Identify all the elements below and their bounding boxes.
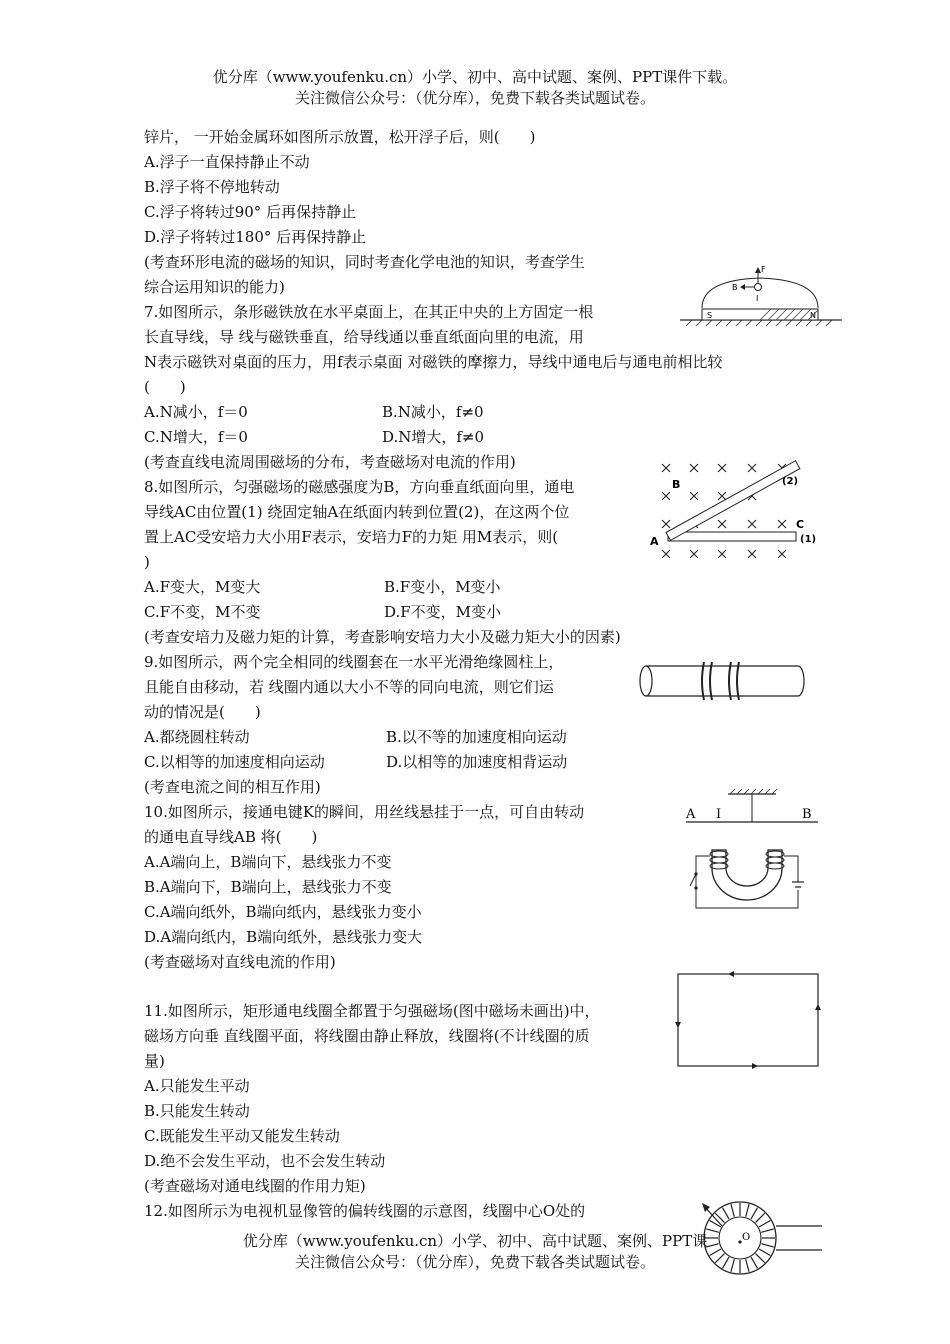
q9-line-1: 9.如图所示，两个完全相同的线圈套在一水平光滑绝缘圆柱上， bbox=[144, 653, 564, 671]
q9-option-d: D.以相等的加速度相背运动 bbox=[386, 753, 568, 771]
q10-circuit-figure bbox=[682, 784, 822, 912]
q8-option-d: D.F不变，M变小 bbox=[384, 603, 502, 621]
q7-line-2: 长直导线，导 线与磁铁垂直，给导线通以垂直纸面向里的电流，用 bbox=[144, 328, 584, 346]
q12-line-1: 12.如图所示为电视机显像管的偏转线圈的示意图，线圈中心O处的 bbox=[144, 1202, 586, 1220]
q7-line-3: N表示磁铁对桌面的压力，用f表示桌面 对磁铁的摩擦力，导线中通电后与通电前相比较 bbox=[144, 353, 723, 371]
q7-option-c: C.N增大，f＝0 bbox=[144, 428, 248, 446]
q6-option-b: B.浮子将不停地转动 bbox=[144, 178, 280, 196]
q10-label-b: B bbox=[802, 807, 812, 822]
q8-label-c: C bbox=[796, 518, 805, 531]
q7-line-4: ( ) bbox=[144, 378, 186, 396]
q9-option-c: C.以相等的加速度相向运动 bbox=[144, 753, 325, 771]
q11-rectangular-coil-figure bbox=[672, 968, 826, 1072]
q6-stem: 锌片， 一开始金属环如图所示放置，松开浮子后，则( ) bbox=[144, 128, 536, 146]
q7-option-d: D.N增大，f≠0 bbox=[382, 428, 485, 446]
q8-label-1: (1) bbox=[800, 534, 817, 545]
q7-note: (考查直线电流周围磁场的分布，考查磁场对电流的作用) bbox=[144, 453, 516, 471]
q9-option-b: B.以不等的加速度相向运动 bbox=[386, 728, 567, 746]
q7-label-n: N bbox=[810, 311, 816, 320]
q6-note-1: (考查环形电流的磁场的知识，同时考查化学电池的知识，考查学生 bbox=[144, 253, 585, 271]
q8-option-c: C.F不变，M不变 bbox=[144, 603, 261, 621]
q10-note: (考查磁场对直线电流的作用) bbox=[144, 953, 336, 971]
q8-line-4: ) bbox=[144, 553, 150, 571]
q6-option-a: A.浮子一直保持静止不动 bbox=[144, 153, 310, 171]
q9-option-a: A.都绕圆柱转动 bbox=[144, 728, 250, 746]
q10-label-i: I bbox=[716, 807, 722, 822]
q11-option-a: A.只能发生平动 bbox=[144, 1077, 250, 1095]
q7-line-1: 7.如图所示，条形磁铁放在水平桌面上，在其正中央的上方固定一根 bbox=[144, 303, 594, 321]
q8-line-3: 置上AC受安培力大小用F表示，安培力F的力矩 用M表示，则( bbox=[144, 528, 559, 546]
q7-label-f: F bbox=[761, 265, 766, 274]
q10-line-2: 的通电直导线AB 将( ) bbox=[144, 828, 318, 846]
q10-line-1: 10.如图所示，接通电键K的瞬间，用丝线悬挂于一点，可自由转动 bbox=[144, 803, 585, 821]
q8-label-2: (2) bbox=[782, 476, 799, 487]
q10-option-a: A.A端向上，B端向下，悬线张力不变 bbox=[144, 853, 392, 871]
footer-line-2: 关注微信公众号：（优分库），免费下载各类试题试卷。 bbox=[294, 1253, 655, 1271]
q9-line-2: 且能自由移动，若 线圈内通以大小不等的同向电流，则它们运 bbox=[144, 678, 554, 696]
q12-label-o: O bbox=[742, 1232, 751, 1243]
q11-option-b: B.只能发生转动 bbox=[144, 1102, 250, 1120]
footer-line-1: 优分库（www.youfenku.cn）小学、初中、高中试题、案例、PPT课 bbox=[242, 1232, 708, 1250]
q8-label-b: B bbox=[672, 478, 681, 491]
q11-option-d: D.绝不会发生平动，也不会发生转动 bbox=[144, 1152, 386, 1170]
q11-line-2: 磁场方向垂 直线圈平面，将线圈由静止释放，线圈将(不计线圈的质 bbox=[144, 1027, 590, 1045]
q8-label-a: A bbox=[650, 535, 659, 548]
q8-note: (考查安培力及磁力矩的计算，考查影响安培力大小及磁力矩大小的因素) bbox=[144, 628, 621, 646]
q8-magnetic-field-figure bbox=[648, 458, 820, 562]
q8-line-2: 导线AC由位置(1) 绕固定轴A在纸面内转到位置(2)，在这两个位 bbox=[144, 503, 570, 521]
q10-option-d: D.A端向纸内，B端向纸外，悬线张力变大 bbox=[144, 928, 423, 946]
header-line-1: 优分库（www.youfenku.cn）小学、初中、高中试题、案例、PPT课件下载。 bbox=[212, 68, 738, 86]
q7-label-b: B bbox=[732, 283, 738, 292]
q9-note: (考查电流之间的相互作用) bbox=[144, 778, 321, 796]
q10-option-b: B.A端向下，B端向上，悬线张力不变 bbox=[144, 878, 392, 896]
q7-option-b: B.N减小，f≠0 bbox=[382, 403, 484, 421]
q7-label-i: I bbox=[756, 294, 759, 303]
q11-line-1: 11.如图所示，矩形通电线圈全都置于匀强磁场(图中磁场未画出)中， bbox=[144, 1002, 600, 1020]
q8-line-1: 8.如图所示，匀强磁场的磁感强度为B，方向垂直纸面向里，通电 bbox=[144, 478, 575, 496]
q9-cylinder-coils-figure bbox=[636, 660, 808, 702]
q10-label-a: A bbox=[686, 807, 696, 822]
q7-magnet-figure bbox=[672, 262, 848, 330]
q10-option-c: C.A端向纸外，B端向纸内，悬线张力变小 bbox=[144, 903, 422, 921]
q8-option-a: A.F变大，M变大 bbox=[144, 578, 261, 596]
q8-option-b: B.F变小，M变小 bbox=[384, 578, 501, 596]
q11-note: (考查磁场对通电线圈的作用力矩) bbox=[144, 1177, 366, 1195]
q9-line-3: 动的情况是( ) bbox=[144, 703, 261, 721]
q7-option-a: A.N减小，f＝0 bbox=[144, 403, 248, 421]
q6-option-d: D.浮子将转过180° 后再保持静止 bbox=[144, 228, 367, 246]
q6-option-c: C.浮子将转过90° 后再保持静止 bbox=[144, 203, 357, 221]
q7-label-s: S bbox=[707, 311, 713, 320]
q11-line-3: 量) bbox=[144, 1052, 165, 1070]
q6-note-2: 综合运用知识的能力) bbox=[144, 278, 285, 296]
header-line-2: 关注微信公众号：（优分库），免费下载各类试题试卷。 bbox=[294, 89, 655, 107]
q11-option-c: C.既能发生平动又能发生转动 bbox=[144, 1127, 340, 1145]
